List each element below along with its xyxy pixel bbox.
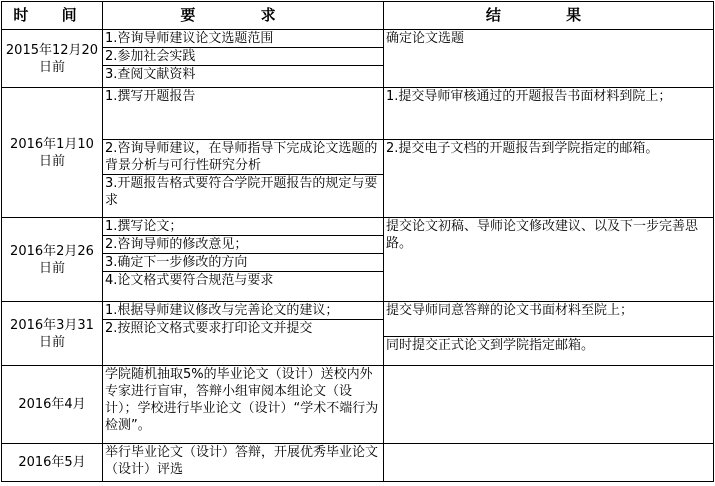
requirement-item: 1.根据导师建议修改与完善论文的建议； — [103, 302, 383, 320]
requirement-item: 学院随机抽取5%的毕业论文（设计）送校内外专家进行盲审，答辩小组审阅本组论文（设计）；学校进行毕业论文（设计）“学术不端行为检测”。 — [105, 367, 379, 433]
schedule-table — [1, 1, 714, 482]
row-requirements — [103, 218, 384, 302]
table-row — [2, 218, 714, 302]
row-time: 2015年12月20日前 — [2, 30, 103, 88]
header-result: 结 果 — [384, 2, 714, 30]
row-result — [384, 366, 714, 444]
result-item: 1.提交导师审核通过的开题报告书面材料到院上； — [384, 88, 713, 140]
row-requirements — [103, 444, 384, 482]
table-row — [2, 88, 714, 218]
result-item: 同时提交正式论文到学院指定邮箱。 — [386, 338, 595, 353]
row-requirements — [103, 30, 384, 88]
header-time: 时 间 — [2, 2, 103, 30]
table-row — [2, 444, 714, 482]
table-row — [2, 366, 714, 444]
result-item: 提交导师同意答辩的论文书面材料至院上； — [384, 302, 713, 337]
result-item: 提交论文初稿、导师论文修改建议、以及下一步完善思路。 — [386, 219, 699, 251]
requirement-item: 2.参加社会实践 — [103, 48, 383, 66]
row-time: 2016年2月26日前 — [2, 218, 103, 302]
row-requirements — [103, 88, 384, 218]
requirement-item: 4.论文格式要符合规范与要求 — [105, 273, 274, 288]
row-time: 2016年4月 — [2, 366, 103, 444]
requirement-item: 3.查阅文献资料 — [105, 67, 196, 82]
row-result — [384, 302, 714, 366]
requirement-item: 2.咨询导师建议，在导师指导下完成论文选题的背景分析与可行性研究分析 — [103, 140, 383, 175]
row-result — [384, 218, 714, 302]
requirement-item: 3.确定下一步修改的方向 — [103, 254, 383, 272]
result-item: 2.提交电子文档的开题报告到学院指定的邮箱。 — [386, 141, 659, 156]
row-result — [384, 444, 714, 482]
requirement-item: 1.撰写开题报告 — [103, 88, 383, 140]
requirement-item: 举行毕业论文（设计）答辩，开展优秀毕业论文（设计）评选 — [105, 445, 379, 477]
requirement-item: 1.撰写论文； — [103, 218, 383, 236]
table-row — [2, 302, 714, 366]
requirement-item: 1.咨询导师建议论文选题范围 — [103, 30, 383, 48]
table-row — [2, 30, 714, 88]
row-result — [384, 30, 714, 88]
requirement-item: 2.按照论文格式要求打印论文并提交 — [105, 321, 313, 336]
requirement-item: 3.开题报告格式要符合学院开题报告的规定与要求 — [105, 176, 378, 208]
header-row — [2, 2, 714, 30]
row-requirements — [103, 366, 384, 444]
requirement-item: 2.咨询导师的修改意见； — [103, 236, 383, 254]
result-item: 确定论文选题 — [386, 31, 465, 46]
header-requirements: 要 求 — [103, 2, 384, 30]
row-time: 2016年1月10日前 — [2, 88, 103, 218]
row-requirements — [103, 302, 384, 366]
row-result — [384, 88, 714, 218]
row-time: 2016年3月31日前 — [2, 302, 103, 366]
row-time: 2016年5月 — [2, 444, 103, 482]
